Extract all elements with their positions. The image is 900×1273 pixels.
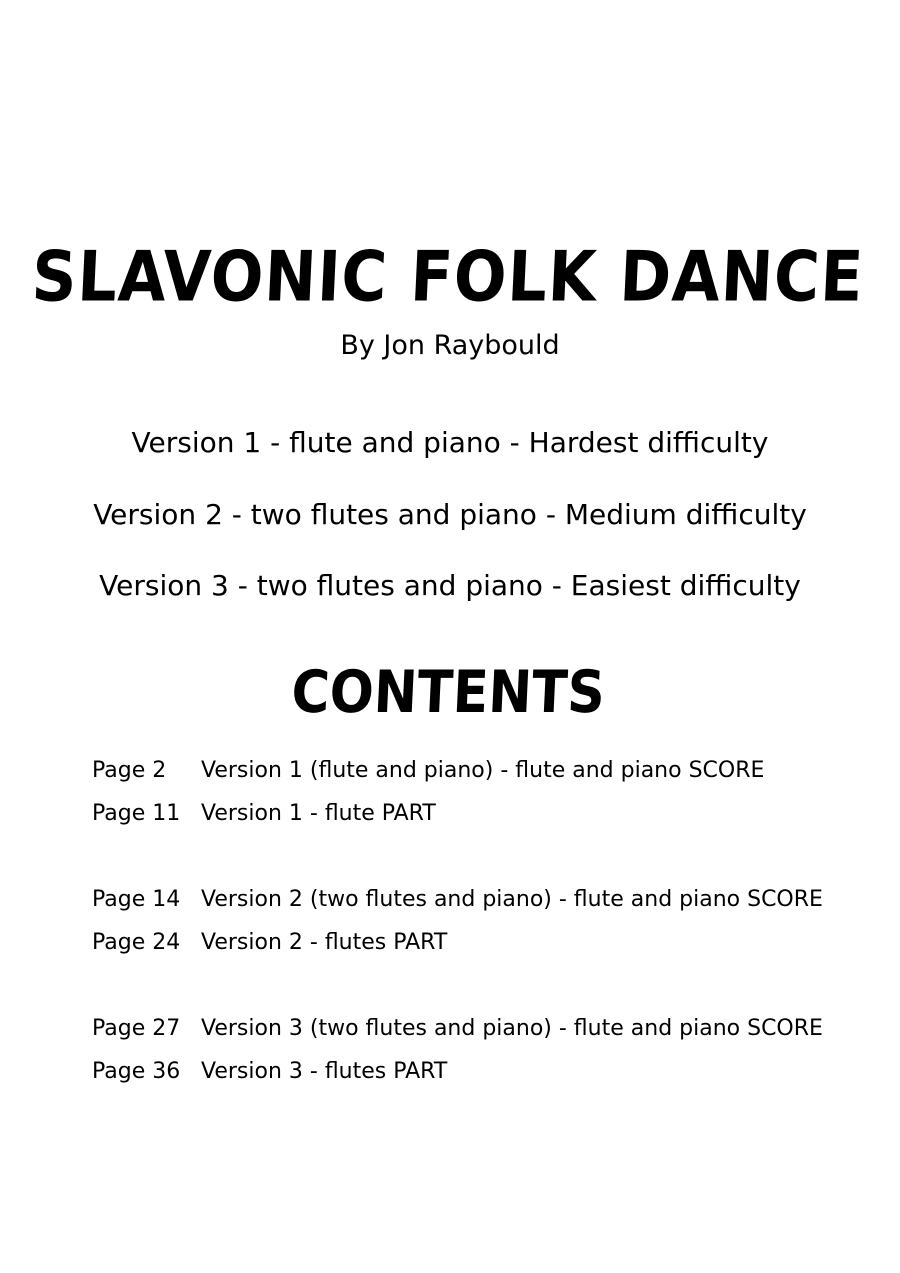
version-1-description: Version 1 - flute and piano - Hardest difficulty [131, 426, 769, 459]
toc-entry [92, 928, 872, 958]
toc-description: Version 3 (two flutes and piano) - flute and piano SCORE [201, 1016, 823, 1041]
toc-page-number: Page 14 [92, 887, 181, 912]
toc-page-number: Page 11 [92, 801, 181, 826]
contents-heading: CONTENTS [289, 659, 607, 727]
toc-page-number: Page 27 [92, 1016, 181, 1041]
toc-entry [92, 756, 872, 786]
document-title: SLAVONIC FOLK DANCE [30, 235, 866, 318]
version-3-description: Version 3 - two flutes and piano - Easiest difficulty [99, 569, 801, 602]
toc-description: Version 2 (two flutes and piano) - flute and piano SCORE [201, 887, 823, 912]
toc-page-number: Page 36 [92, 1059, 181, 1084]
toc-entry [92, 1014, 872, 1044]
toc-description: Version 1 (flute and piano) - flute and piano SCORE [201, 758, 765, 783]
version-2-description: Version 2 - two flutes and piano - Medium difficulty [93, 498, 807, 531]
toc-page-number: Page 2 [92, 758, 167, 783]
toc-entry [92, 1057, 872, 1087]
toc-description: Version 3 - flutes PART [201, 1059, 448, 1084]
toc-entry [92, 799, 872, 829]
toc-description: Version 1 - flute PART [201, 801, 436, 826]
toc-page-number: Page 24 [92, 930, 181, 955]
toc-description: Version 2 - flutes PART [201, 930, 448, 955]
toc-entry [92, 885, 872, 915]
author-byline: By Jon Raybould [340, 330, 560, 361]
